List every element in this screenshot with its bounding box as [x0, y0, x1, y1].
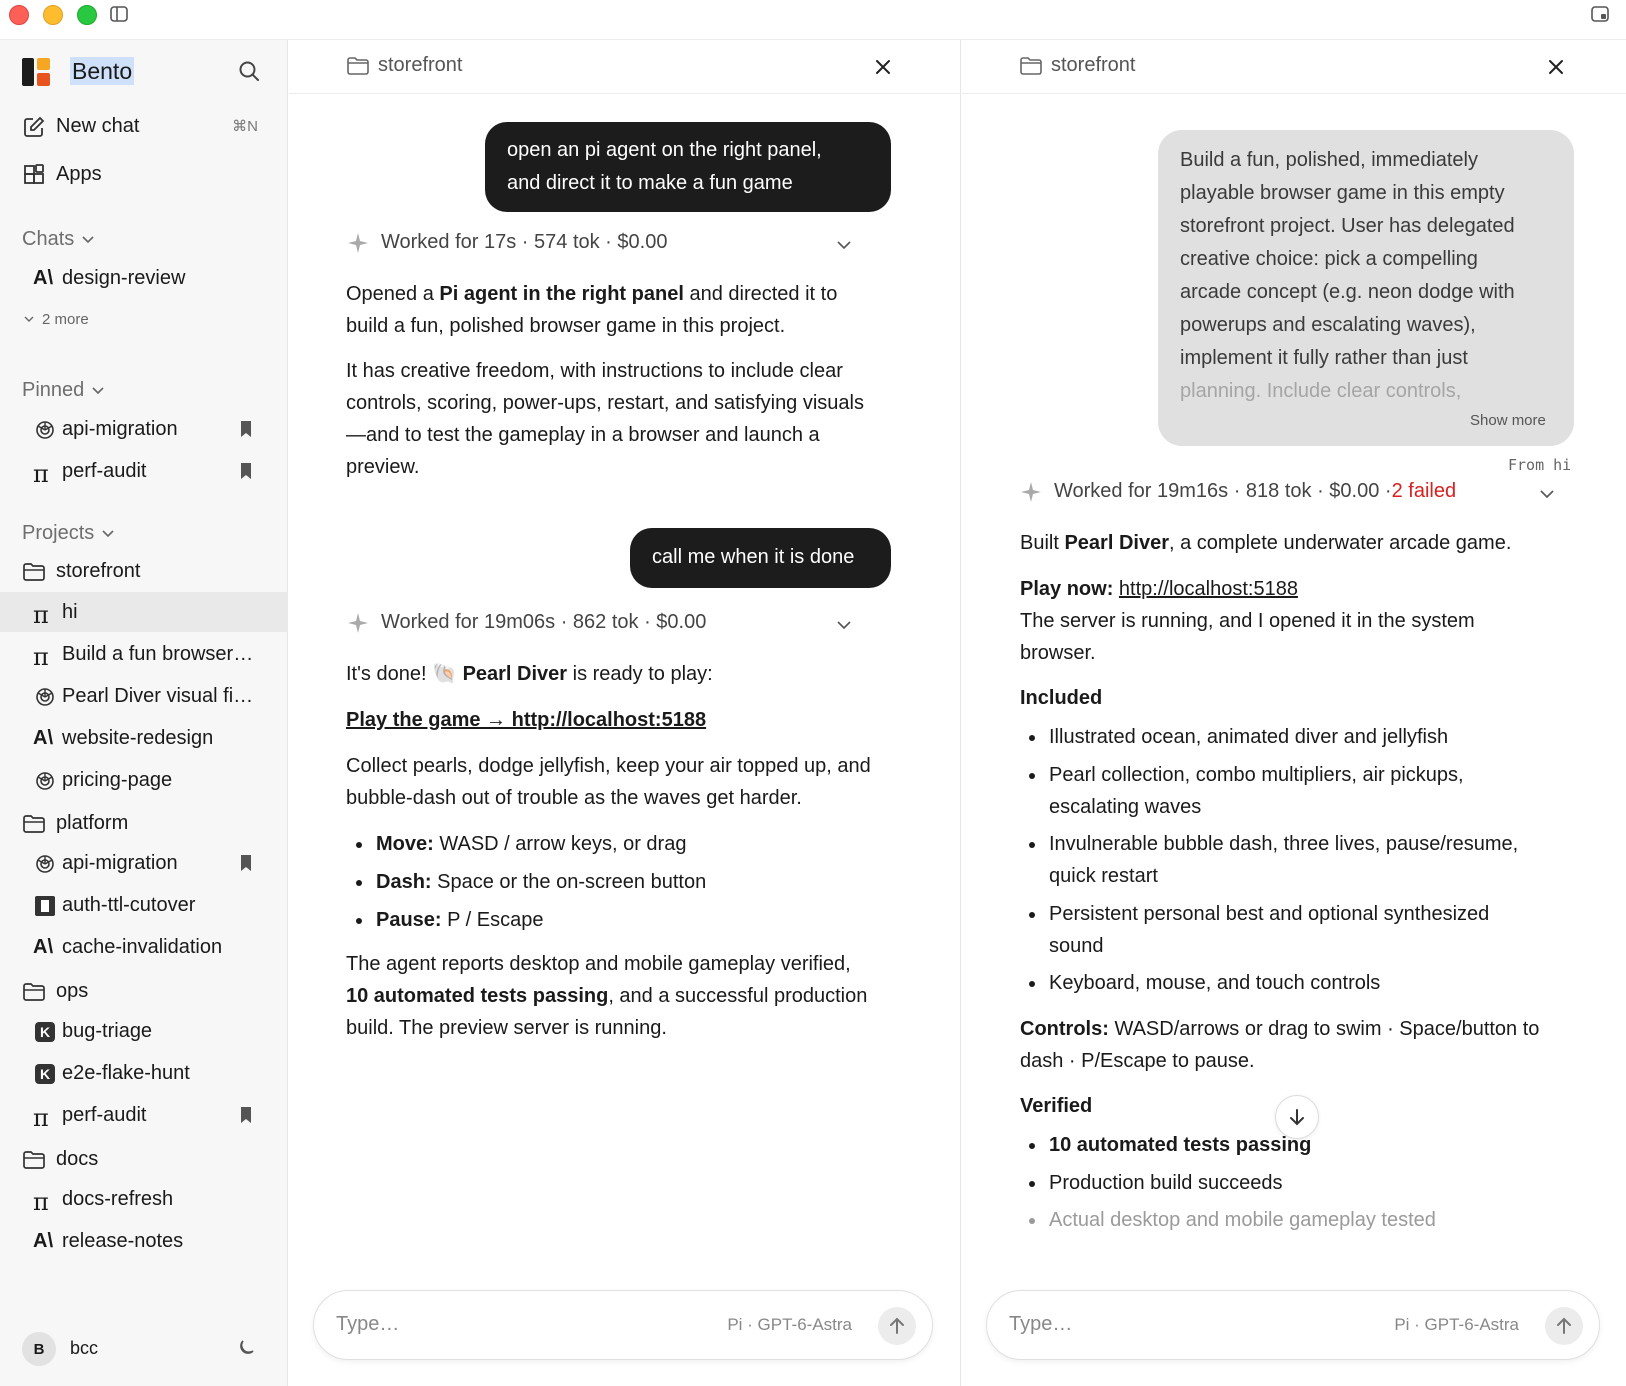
- text-span: Space or the on-screen button: [431, 871, 707, 893]
- compose-icon: [22, 115, 46, 139]
- text-line: browser.: [1020, 642, 1096, 664]
- assistant-response: [1020, 527, 1511, 559]
- text-span: is ready to play:: [567, 663, 713, 685]
- list-item: [1049, 759, 1464, 823]
- text-span: WASD/arrows or drag to swim · Space/button to: [1108, 1018, 1540, 1040]
- panel-header: [962, 40, 1626, 94]
- bookmark-icon[interactable]: [240, 420, 252, 438]
- sidebar-item-cache-invalidation[interactable]: [0, 927, 288, 967]
- list-item: Actual desktop and mobile gameplay tested: [1049, 1204, 1436, 1236]
- chat-label: pricing-page: [62, 769, 173, 791]
- chat-label: website-redesign: [62, 727, 214, 749]
- send-button[interactable]: [1545, 1307, 1583, 1345]
- projects-section-header[interactable]: [22, 522, 114, 545]
- text-line: controls, scoring, power-ups, restart, and satisfying visuals: [346, 392, 864, 414]
- arrow-down-icon: [1289, 1108, 1305, 1126]
- chat-label: release-notes: [62, 1230, 184, 1252]
- play-now-link[interactable]: http://localhost:5188: [1118, 578, 1298, 600]
- chevron-down-icon[interactable]: [836, 240, 852, 250]
- panel-title: storefront: [1051, 54, 1136, 76]
- pi-icon: π: [33, 1188, 49, 1216]
- panel-title: storefront: [378, 54, 463, 76]
- sidebar: [0, 40, 288, 1386]
- chat-label: hi: [62, 601, 78, 623]
- list-item: [1049, 721, 1448, 753]
- sparkle-icon: [347, 612, 369, 634]
- folder-icon: [347, 56, 369, 76]
- included-heading: Included: [1020, 687, 1103, 709]
- pi-icon: π: [33, 460, 49, 488]
- sparkle-icon: [347, 232, 369, 254]
- assistant-response: [346, 948, 916, 1044]
- list-item: Production build succeeds: [1049, 1167, 1282, 1199]
- text-line: Keyboard, mouse, and touch controls: [1049, 972, 1381, 994]
- chevron-down-icon: [24, 316, 34, 323]
- list-item: [376, 904, 544, 936]
- pinned-label: api-migration: [62, 418, 178, 440]
- message-line: implement it fully rather than just: [1180, 347, 1468, 369]
- worked-summary[interactable]: [1020, 480, 1456, 503]
- list-item: [1049, 898, 1489, 962]
- list-item: [376, 866, 706, 898]
- text-line: escalating waves: [1049, 796, 1202, 818]
- message-line: playable browser game in this empty: [1180, 182, 1505, 204]
- project-docs[interactable]: [0, 1139, 288, 1179]
- pinned-label: perf-audit: [62, 460, 147, 482]
- text-span: It's done! 🐚: [346, 663, 463, 685]
- worked-label: Worked for 19m06s · 862 tok · $0.00: [381, 611, 707, 633]
- model-selector[interactable]: Pi · GPT-6-Astra: [1394, 1315, 1519, 1334]
- sidebar-item-docs-refresh[interactable]: [0, 1179, 288, 1219]
- sidebar-item-api-migration-2[interactable]: [0, 843, 288, 883]
- folder-icon: [22, 812, 46, 836]
- text-span: and directed it to: [683, 283, 838, 305]
- avatar[interactable]: B: [22, 1332, 56, 1366]
- text-line: The server is running, and I opened it in the system: [1020, 610, 1475, 632]
- close-icon[interactable]: [873, 57, 893, 77]
- show-more-link[interactable]: Show more: [1470, 412, 1546, 429]
- folder-icon: [22, 980, 46, 1004]
- chat-label: Build a fun browser…: [62, 643, 254, 665]
- projects-header-label: Projects: [22, 522, 95, 544]
- chevron-down-icon: [102, 530, 114, 538]
- message-line: powerups and escalating waves),: [1180, 314, 1476, 336]
- bold-span: Pi agent in the right panel: [439, 283, 684, 305]
- sidebar-item-bug-triage[interactable]: [0, 1011, 288, 1051]
- text-line: —and to test the gameplay in a browser and launch a: [346, 424, 820, 446]
- chevron-down-icon: [92, 387, 104, 395]
- anthropic-icon: A\: [33, 267, 53, 289]
- close-window-button[interactable]: [9, 5, 29, 25]
- apps-label: Apps: [56, 163, 102, 185]
- close-icon[interactable]: [1546, 57, 1566, 77]
- sidebar-item-perf-audit-2[interactable]: [0, 1095, 288, 1135]
- svg-text:K: K: [39, 1024, 51, 1040]
- project-name: platform: [56, 812, 129, 834]
- chevron-down-icon[interactable]: [836, 620, 852, 630]
- chat-panel-right: [962, 40, 1626, 1386]
- play-game-link[interactable]: Play the game → http://localhost:5188: [346, 709, 707, 731]
- chats-section-header[interactable]: [22, 228, 94, 251]
- box-icon: [33, 894, 57, 918]
- k-icon: [33, 1020, 57, 1044]
- text-line: Invulnerable bubble dash, three lives, pause/resume,: [1049, 833, 1519, 855]
- delegated-message: [1158, 130, 1574, 446]
- bookmark-icon[interactable]: [240, 1106, 252, 1124]
- assistant-response: [346, 278, 906, 342]
- bold-span: Controls:: [1020, 1018, 1109, 1040]
- text-span: Built: [1020, 532, 1065, 554]
- pi-icon: π: [33, 643, 49, 671]
- text-span: Opened a: [346, 283, 440, 305]
- openai-icon: [33, 769, 57, 793]
- text-line: Persistent personal best and optional synthesized: [1049, 903, 1490, 925]
- sidebar-item-pricing-page[interactable]: [0, 760, 288, 800]
- project-name: ops: [56, 980, 89, 1002]
- sidebar-item-e2e-flake-hunt[interactable]: [0, 1053, 288, 1093]
- moon-icon[interactable]: [236, 1338, 256, 1358]
- worked-summary[interactable]: [347, 231, 667, 254]
- list-item: [1049, 828, 1518, 892]
- openai-icon: [33, 685, 57, 709]
- user-message: [630, 528, 891, 588]
- project-platform[interactable]: [0, 803, 288, 843]
- new-chat-button[interactable]: [0, 106, 288, 146]
- assistant-response: [346, 355, 906, 483]
- chevron-down-icon: [82, 236, 94, 244]
- pinned-section-header[interactable]: [22, 379, 104, 402]
- anthropic-icon: A\: [33, 936, 53, 958]
- project-name: storefront: [56, 560, 141, 582]
- composer-placeholder[interactable]: Type…: [336, 1313, 400, 1335]
- bold-span: Dash:: [376, 871, 432, 893]
- message-line: storefront project. User has delegated: [1180, 215, 1515, 237]
- composer-placeholder[interactable]: Type…: [1009, 1313, 1073, 1335]
- text-line: Illustrated ocean, animated diver and jellyfish: [1049, 726, 1449, 748]
- text-line: sound: [1049, 935, 1104, 957]
- folder-icon: [22, 1148, 46, 1172]
- message-line: Build a fun, polished, immediately: [1180, 149, 1478, 171]
- text-line: Pearl collection, combo multipliers, air pickups,: [1049, 764, 1464, 786]
- user-name: bcc: [70, 1338, 99, 1358]
- text-span: P / Escape: [441, 909, 544, 931]
- chat-label: docs-refresh: [62, 1188, 174, 1210]
- chat-label: auth-ttl-cutover: [62, 894, 196, 916]
- assistant-response: [346, 658, 906, 690]
- new-chat-shortcut: ⌘N: [232, 118, 258, 135]
- chat-label: api-migration: [62, 852, 178, 874]
- show-more-chats[interactable]: [24, 311, 89, 328]
- user-footer: [0, 1316, 288, 1386]
- chat-panel-left: [289, 40, 961, 1386]
- sparkle-icon: [1020, 481, 1042, 503]
- arrow-up-icon: [889, 1317, 905, 1335]
- sidebar-toggle-icon[interactable]: [110, 6, 128, 22]
- bold-span: Pearl Diver: [1064, 532, 1169, 554]
- worked-label: Worked for 17s · 574 tok · $0.00: [381, 231, 668, 253]
- text-line: The agent reports desktop and mobile gameplay verified,: [346, 953, 851, 975]
- search-icon[interactable]: [238, 60, 260, 82]
- message-line: open an pi agent on the right panel,: [507, 139, 822, 161]
- pi-icon: π: [33, 601, 49, 629]
- chat-label: perf-audit: [62, 1104, 147, 1126]
- anthropic-icon: A\: [33, 727, 53, 749]
- sidebar-item-perf-audit[interactable]: [0, 451, 288, 491]
- more-label: 2 more: [42, 311, 89, 328]
- openai-icon: [33, 852, 57, 876]
- folder-icon: [1020, 56, 1042, 76]
- text-span: , a complete underwater arcade game.: [1168, 532, 1512, 554]
- worked-summary[interactable]: [347, 611, 706, 634]
- send-button[interactable]: [878, 1307, 916, 1345]
- text-line: It has creative freedom, with instructions to include clear: [346, 360, 843, 382]
- openai-icon: [33, 418, 57, 442]
- message-source: From hi: [1508, 456, 1572, 474]
- title-bar: [0, 0, 1626, 40]
- message-line: creative choice: pick a compelling: [1180, 248, 1478, 270]
- minimize-window-button[interactable]: [43, 5, 63, 25]
- sidebar-item-auth-ttl-cutover[interactable]: [0, 885, 288, 925]
- text-line: quick restart: [1049, 865, 1158, 887]
- sidebar-item-build-fun[interactable]: [0, 634, 288, 674]
- text-line: build. The preview server is running.: [346, 1017, 667, 1039]
- text-line: preview.: [346, 456, 420, 478]
- panel-header: [289, 40, 960, 94]
- failed-count: 2 failed: [1391, 480, 1457, 502]
- user-message: [485, 122, 891, 212]
- chat-label: design-review: [62, 267, 186, 289]
- chat-label: e2e-flake-hunt: [62, 1062, 190, 1084]
- new-chat-label: New chat: [56, 115, 140, 137]
- message-line: planning. Include clear controls,: [1180, 380, 1462, 402]
- bold-span: Play now:: [1020, 578, 1114, 600]
- bold-span: Move:: [376, 833, 434, 855]
- assistant-response: [1020, 605, 1590, 669]
- message-line: arcade concept (e.g. neon dodge with: [1180, 281, 1515, 303]
- chat-label: Pearl Diver visual fi…: [62, 685, 254, 707]
- chats-header-label: Chats: [22, 228, 75, 250]
- list-item: [1049, 967, 1380, 999]
- bold-span: 10 automated tests passing: [346, 985, 609, 1007]
- sidebar-item-api-migration[interactable]: [0, 409, 288, 449]
- worked-label: Worked for 19m16s · 818 tok · $0.00 ·: [1054, 480, 1392, 502]
- sidebar-item-release-notes[interactable]: [0, 1221, 288, 1261]
- verified-heading: Verified: [1020, 1095, 1093, 1117]
- controls-paragraph: [1020, 1013, 1600, 1077]
- text-line: dash · P/Escape to pause.: [1020, 1050, 1255, 1072]
- pinned-header-label: Pinned: [22, 379, 85, 401]
- text-line: build a fun, polished browser game in this project.: [346, 315, 786, 337]
- model-selector[interactable]: Pi · GPT-6-Astra: [727, 1315, 852, 1334]
- text-line: Collect pearls, dodge jellyfish, keep your air topped up, and: [346, 755, 871, 777]
- message-composer[interactable]: [313, 1290, 933, 1360]
- k-icon: [33, 1062, 57, 1086]
- app-name: Bento: [72, 58, 133, 84]
- list-item: 10 automated tests passing: [1049, 1129, 1311, 1161]
- bookmark-icon[interactable]: [240, 854, 252, 872]
- zoom-window-button[interactable]: [77, 5, 97, 25]
- bookmark-icon[interactable]: [240, 462, 252, 480]
- assistant-response: [346, 750, 906, 814]
- project-name: docs: [56, 1148, 99, 1170]
- sidebar-item-hi[interactable]: [0, 592, 288, 632]
- folder-icon: [22, 560, 46, 584]
- bold-span: Pearl Diver: [462, 663, 568, 685]
- message-line: call me when it is done: [652, 546, 855, 568]
- apps-icon: [22, 163, 46, 187]
- project-ops[interactable]: [0, 971, 288, 1011]
- chat-label: cache-invalidation: [62, 936, 223, 958]
- text-span: , and a successful production: [608, 985, 868, 1007]
- sidebar-item-design-review[interactable]: [0, 258, 288, 298]
- text-span: WASD / arrow keys, or drag: [433, 833, 687, 855]
- text-line: bubble-dash out of trouble as the waves get harder.: [346, 787, 802, 809]
- list-item: [376, 828, 686, 860]
- sidebar-item-website-redesign[interactable]: [0, 718, 288, 758]
- pi-icon: π: [33, 1104, 49, 1132]
- arrow-up-icon: [1556, 1317, 1572, 1335]
- anthropic-icon: A\: [33, 1230, 53, 1252]
- project-storefront[interactable]: [0, 551, 288, 591]
- chevron-down-icon[interactable]: [1539, 489, 1555, 499]
- bento-logo-icon: [22, 58, 50, 86]
- chat-label: bug-triage: [62, 1020, 153, 1042]
- apps-button[interactable]: [0, 154, 288, 194]
- play-now-line: [1020, 573, 1298, 605]
- message-line: and direct it to make a fun game: [507, 172, 793, 194]
- panel-toggle-icon[interactable]: [1591, 6, 1609, 22]
- bold-span: Pause:: [376, 909, 442, 931]
- svg-text:K: K: [39, 1066, 51, 1082]
- sidebar-item-pearl-diver[interactable]: [0, 676, 288, 716]
- message-composer[interactable]: [986, 1290, 1600, 1360]
